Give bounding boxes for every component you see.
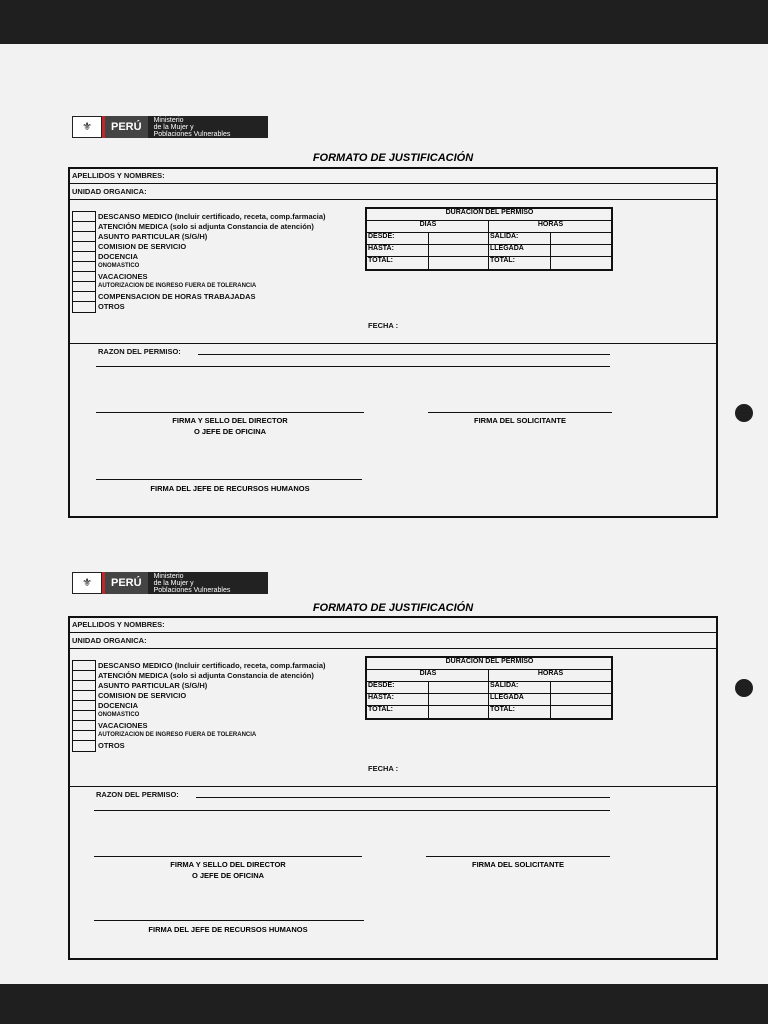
form-box — [68, 167, 718, 518]
razon-label: RAZON DEL PERMISO: — [98, 347, 181, 356]
option-label: OTROS — [98, 302, 125, 311]
peru-shield-icon: ⚜ — [72, 116, 102, 138]
logo-ministry: Ministerio de la Mujer y Poblaciones Vulnerables — [148, 572, 268, 594]
option-label: COMISION DE SERVICIO — [98, 691, 187, 700]
unidad-label: UNIDAD ORGANICA: — [72, 636, 147, 645]
total-dias-label: TOTAL: — [367, 257, 429, 269]
duration-header: DURACION DEL PERMISO — [367, 658, 611, 670]
desde-label: DESDE: — [367, 682, 429, 694]
horas-header: HORAS — [489, 670, 611, 682]
justification-form-bottom — [68, 572, 718, 972]
option-label: OTROS — [98, 741, 125, 750]
form-title: FORMATO DE JUSTIFICACIÓN — [312, 152, 474, 164]
ministry-logo — [72, 572, 268, 594]
option-label: ONOMASTICO — [98, 712, 140, 718]
unidad-label: UNIDAD ORGANICA: — [72, 187, 147, 196]
horas-header: HORAS — [489, 221, 611, 233]
total-horas-label: TOTAL: — [489, 257, 551, 269]
llegada-value[interactable] — [551, 694, 611, 706]
justification-form-top — [68, 116, 718, 526]
option-label: VACACIONES — [98, 272, 148, 281]
punch-hole — [735, 404, 753, 422]
form-title: FORMATO DE JUSTIFICACIÓN — [312, 602, 474, 614]
checkbox[interactable] — [72, 301, 96, 313]
punch-hole — [735, 679, 753, 697]
applicant-signature-label: FIRMA DEL SOLICITANTE — [474, 416, 566, 425]
hr-signature-label: FIRMA DEL JEFE DE RECURSOS HUMANOS — [150, 484, 310, 493]
dias-header: DIAS — [367, 221, 489, 233]
option-label: AUTORIZACION DE INGRESO FUERA DE TOLERANCIA — [98, 732, 257, 738]
total-horas-value[interactable] — [551, 706, 611, 718]
total-dias-value[interactable] — [429, 706, 489, 718]
total-horas-label: TOTAL: — [489, 706, 551, 718]
option-label: ATENCIÓN MEDICA (solo si adjunta Constancia de atención) — [98, 222, 314, 231]
option-label: AUTORIZACION DE INGRESO FUERA DE TOLERANCIA — [98, 283, 257, 289]
salida-value[interactable] — [551, 682, 611, 694]
option-label: ASUNTO PARTICULAR (S/G/H) — [98, 232, 208, 241]
option-label: ATENCIÓN MEDICA (solo si adjunta Constancia de atención) — [98, 671, 314, 680]
dias-header: DIAS — [367, 670, 489, 682]
ministry-logo — [72, 116, 268, 138]
hasta-label: HASTA: — [367, 694, 429, 706]
director-signature-label: FIRMA Y SELLO DEL DIRECTOR O JEFE DE OFICINA — [172, 416, 288, 436]
llegada-value[interactable] — [551, 245, 611, 257]
peru-shield-icon: ⚜ — [72, 572, 102, 594]
fecha-label: FECHA : — [368, 321, 399, 330]
option-label: VACACIONES — [98, 721, 148, 730]
logo-country: PERÚ — [102, 572, 148, 594]
apellidos-label: APELLIDOS Y NOMBRES: — [72, 171, 165, 180]
director-signature-label: FIRMA Y SELLO DEL DIRECTOR O JEFE DE OFICINA — [170, 860, 286, 880]
razon-label: RAZON DEL PERMISO: — [96, 790, 179, 799]
option-label: COMPENSACION DE HORAS TRABAJADAS — [98, 292, 256, 301]
hasta-label: HASTA: — [367, 245, 429, 257]
option-label: DOCENCIA — [98, 701, 139, 710]
hasta-value[interactable] — [429, 245, 489, 257]
apellidos-label: APELLIDOS Y NOMBRES: — [72, 620, 165, 629]
fecha-label: FECHA : — [368, 764, 399, 773]
option-label: DOCENCIA — [98, 252, 139, 261]
logo-ministry: Ministerio de la Mujer y Poblaciones Vulnerables — [148, 116, 268, 138]
checkbox[interactable] — [72, 740, 96, 752]
total-dias-value[interactable] — [429, 257, 489, 269]
hr-signature-label: FIRMA DEL JEFE DE RECURSOS HUMANOS — [148, 925, 308, 934]
form-box — [68, 616, 718, 960]
salida-label: SALIDA: — [489, 682, 551, 694]
logo-country: PERÚ — [102, 116, 148, 138]
desde-value[interactable] — [429, 682, 489, 694]
llegada-label: LLEGADA — [489, 694, 551, 706]
llegada-label: LLEGADA — [489, 245, 551, 257]
option-label: ASUNTO PARTICULAR (S/G/H) — [98, 681, 208, 690]
applicant-signature-label: FIRMA DEL SOLICITANTE — [472, 860, 564, 869]
salida-value[interactable] — [551, 233, 611, 245]
duration-header: DURACION DEL PERMISO — [367, 209, 611, 221]
salida-label: SALIDA: — [489, 233, 551, 245]
hasta-value[interactable] — [429, 694, 489, 706]
option-label: COMISION DE SERVICIO — [98, 242, 187, 251]
option-label: DESCANSO MEDICO (Incluir certificado, receta, comp.farmacia) — [98, 212, 326, 221]
desde-value[interactable] — [429, 233, 489, 245]
desde-label: DESDE: — [367, 233, 429, 245]
option-label: DESCANSO MEDICO (Incluir certificado, receta, comp.farmacia) — [98, 661, 326, 670]
option-label: ONOMASTICO — [98, 263, 140, 269]
total-horas-value[interactable] — [551, 257, 611, 269]
duration-table — [365, 207, 613, 271]
document-page — [0, 44, 768, 984]
total-dias-label: TOTAL: — [367, 706, 429, 718]
duration-table — [365, 656, 613, 720]
